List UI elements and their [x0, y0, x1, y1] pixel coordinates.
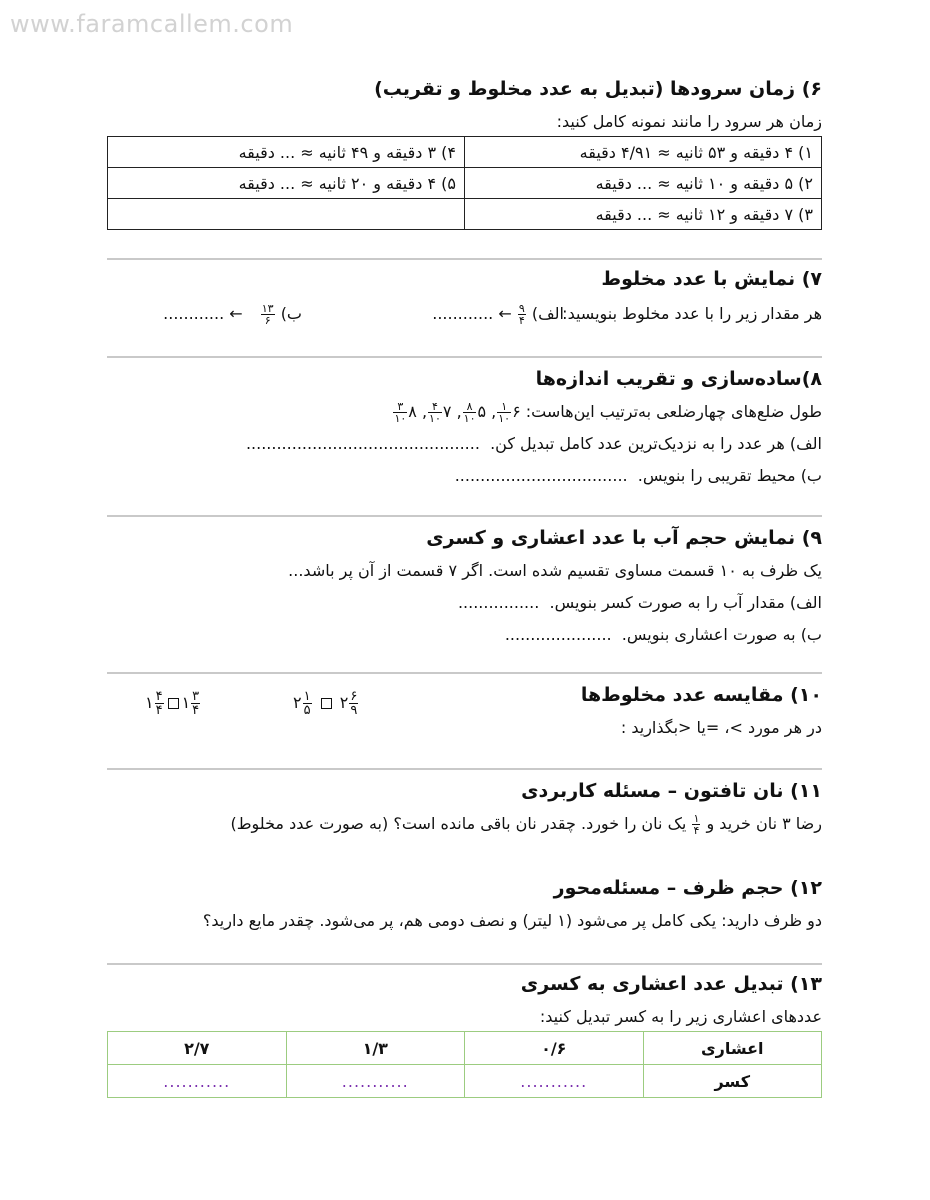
q8-intro-line: طول ضلع‌های چهارضلعی به‌ترتیب این‌هاست: ۶ $\frac{۱}{۱۰}$ , ۵ $\frac{۸}{۱۰}$ , ۷ $\frac{۴}{۱۰}$ , ۸ $\frac{۳}{۱۰}$: [394, 400, 822, 425]
q7-items: [107, 302, 822, 330]
table-row: [108, 199, 822, 230]
q13-header-value: ۱/۳: [286, 1032, 465, 1065]
question-12: [107, 875, 822, 933]
q8-side-4: ۸ $\frac{۳}{۱۰}$: [394, 400, 417, 425]
q13-header-value: ۰/۶: [465, 1032, 644, 1065]
q7-a-answer: ............: [432, 304, 494, 323]
q13-header-value: ۲/۷: [108, 1032, 287, 1065]
q13-title: ۱۳) تبدیل عدد اعشاری به کسری: [520, 973, 822, 995]
q7-a-fraction: $\frac{۹}{۴}$: [518, 302, 525, 327]
q13-table: [107, 1031, 822, 1098]
divider: [107, 963, 822, 965]
q9-intro: یک ظرف به ۱۰ قسمت مساوی تقسیم شده است. اگر ۷ قسمت از آن پر باشد...: [288, 561, 822, 580]
question-7: [107, 266, 822, 327]
q8-part-a: الف) هر عدد را به نزدیک‌ترین عدد کامل تبدیل کن. ..............................................: [245, 434, 822, 453]
q10-pair-2: ۲ $\frac{۱}{۵}$ ۲ $\frac{۶}{۹}$: [293, 689, 358, 718]
q8-a-answer: ..............................................: [245, 434, 480, 453]
q8-b-answer: ..................................: [454, 466, 628, 485]
watermark: www.faramcallem.com: [10, 10, 294, 38]
q7-a-label: الف): [531, 304, 564, 323]
q12-title: ۱۲) حجم ظرف – مسئله‌محور: [553, 877, 822, 899]
q6-cell-3: ۳) ۷ دقیقه و ۱۲ ثانیه ≈ ... دقیقه: [465, 199, 822, 230]
q7-item-a: [432, 302, 564, 326]
q9-title: ۹) نمایش حجم آب با عدد اعشاری و کسری: [426, 527, 822, 549]
q6-cell-4: ۴) ۳ دقیقه و ۴۹ ثانیه ≈ ... دقیقه: [108, 137, 465, 168]
table-row: [108, 1032, 822, 1065]
q8-title: ۸)ساده‌سازی و تقریب اندازه‌ها: [535, 368, 822, 390]
question-6: [107, 76, 822, 230]
q7-b-answer: ............: [163, 304, 225, 323]
divider: [107, 672, 822, 674]
q9-part-b: ب) به صورت اعشاری بنویس. .....................: [504, 625, 822, 644]
question-13: [107, 971, 822, 1098]
table-row: [108, 168, 822, 199]
q7-instruction: هر مقدار زیر را با عدد مخلوط بنویسید:: [562, 304, 822, 323]
q6-cell-2: ۲) ۵ دقیقه و ۱۰ ثانیه ≈ ... دقیقه: [465, 168, 822, 199]
question-11: [107, 778, 822, 836]
q13-instruction: عددهای اعشاری زیر را به کسر تبدیل کنید:: [539, 1007, 822, 1026]
q10-pair-1: ۱ $\frac{۴}{۴}$ ۱ $\frac{۳}{۴}$: [145, 689, 200, 718]
divider: [107, 258, 822, 260]
q11-fraction: $\frac{۱}{۴}$: [693, 812, 700, 837]
q8-part-b: ب) محیط تقریبی را بنویس. ..................................: [454, 466, 822, 485]
arrow-left-icon: ←: [229, 304, 243, 323]
comparison-box[interactable]: [168, 698, 179, 709]
q11-text: رضا ۳ نان خرید و $\frac{۱}{۴}$ یک نان را خورد. چقدر نان باقی مانده است؟ (به صورت عدد مخلوط): [230, 812, 822, 837]
q13-answer-cell[interactable]: ...........: [286, 1065, 465, 1098]
q10-instruction: در هر مورد >، =یا <بگذارید :: [620, 718, 822, 737]
q6-table: [107, 136, 822, 230]
divider: [107, 356, 822, 358]
q6-cell-5: ۵) ۴ دقیقه و ۲۰ ثانیه ≈ ... دقیقه: [108, 168, 465, 199]
q13-row-label: کسر: [643, 1065, 822, 1098]
q12-text: دو ظرف دارید: یکی کامل پر می‌شود (۱ لیتر) و نصف دومی هم، پر می‌شود. چقدر مایع دارید؟: [202, 911, 822, 930]
divider: [107, 768, 822, 770]
q9-a-answer: ................: [457, 593, 540, 612]
q11-title: ۱۱) نان تافتون – مسئله کاربردی: [521, 780, 822, 802]
table-row: [108, 137, 822, 168]
q6-instruction: زمان هر سرود را مانند نمونه کامل کنید:: [556, 112, 822, 131]
q6-cell-empty: [108, 199, 465, 230]
q9-b-answer: .....................: [504, 625, 612, 644]
q8-side-1: ۶ $\frac{۱}{۱۰}$: [498, 400, 521, 425]
q6-cell-1: ۱) ۴ دقیقه و ۵۳ ثانیه ≈ ۴/۹۱ دقیقه: [465, 137, 822, 168]
divider: [107, 515, 822, 517]
q13-answer-cell[interactable]: ...........: [108, 1065, 287, 1098]
question-9: [107, 525, 822, 647]
q13-answer-cell[interactable]: ...........: [465, 1065, 644, 1098]
comparison-box[interactable]: [321, 698, 332, 709]
q13-header-label: اعشاری: [643, 1032, 822, 1065]
q9-part-a: الف) مقدار آب را به صورت کسر بنویس. ................: [457, 593, 822, 612]
q8-side-2: ۵ $\frac{۸}{۱۰}$: [463, 400, 487, 425]
q10-title: ۱۰) مقایسه عدد مخلوط‌ها: [580, 684, 822, 706]
table-row: [108, 1065, 822, 1098]
question-10: [107, 682, 822, 740]
q6-title: ۶) زمان سرودها (تبدیل به عدد مخلوط و تقریب): [374, 78, 822, 100]
q7-b-fraction: $\frac{۱۳}{۶}$: [261, 302, 274, 327]
question-8: [107, 366, 822, 488]
q8-intro: طول ضلع‌های چهارضلعی به‌ترتیب این‌هاست:: [525, 402, 822, 421]
q7-b-label: ب): [280, 304, 302, 323]
q7-item-b: [163, 302, 302, 326]
arrow-left-icon: ←: [498, 304, 512, 323]
q8-side-3: ۷ $\frac{۴}{۱۰}$: [429, 400, 452, 425]
q7-title: ۷) نمایش با عدد مخلوط: [601, 268, 822, 290]
